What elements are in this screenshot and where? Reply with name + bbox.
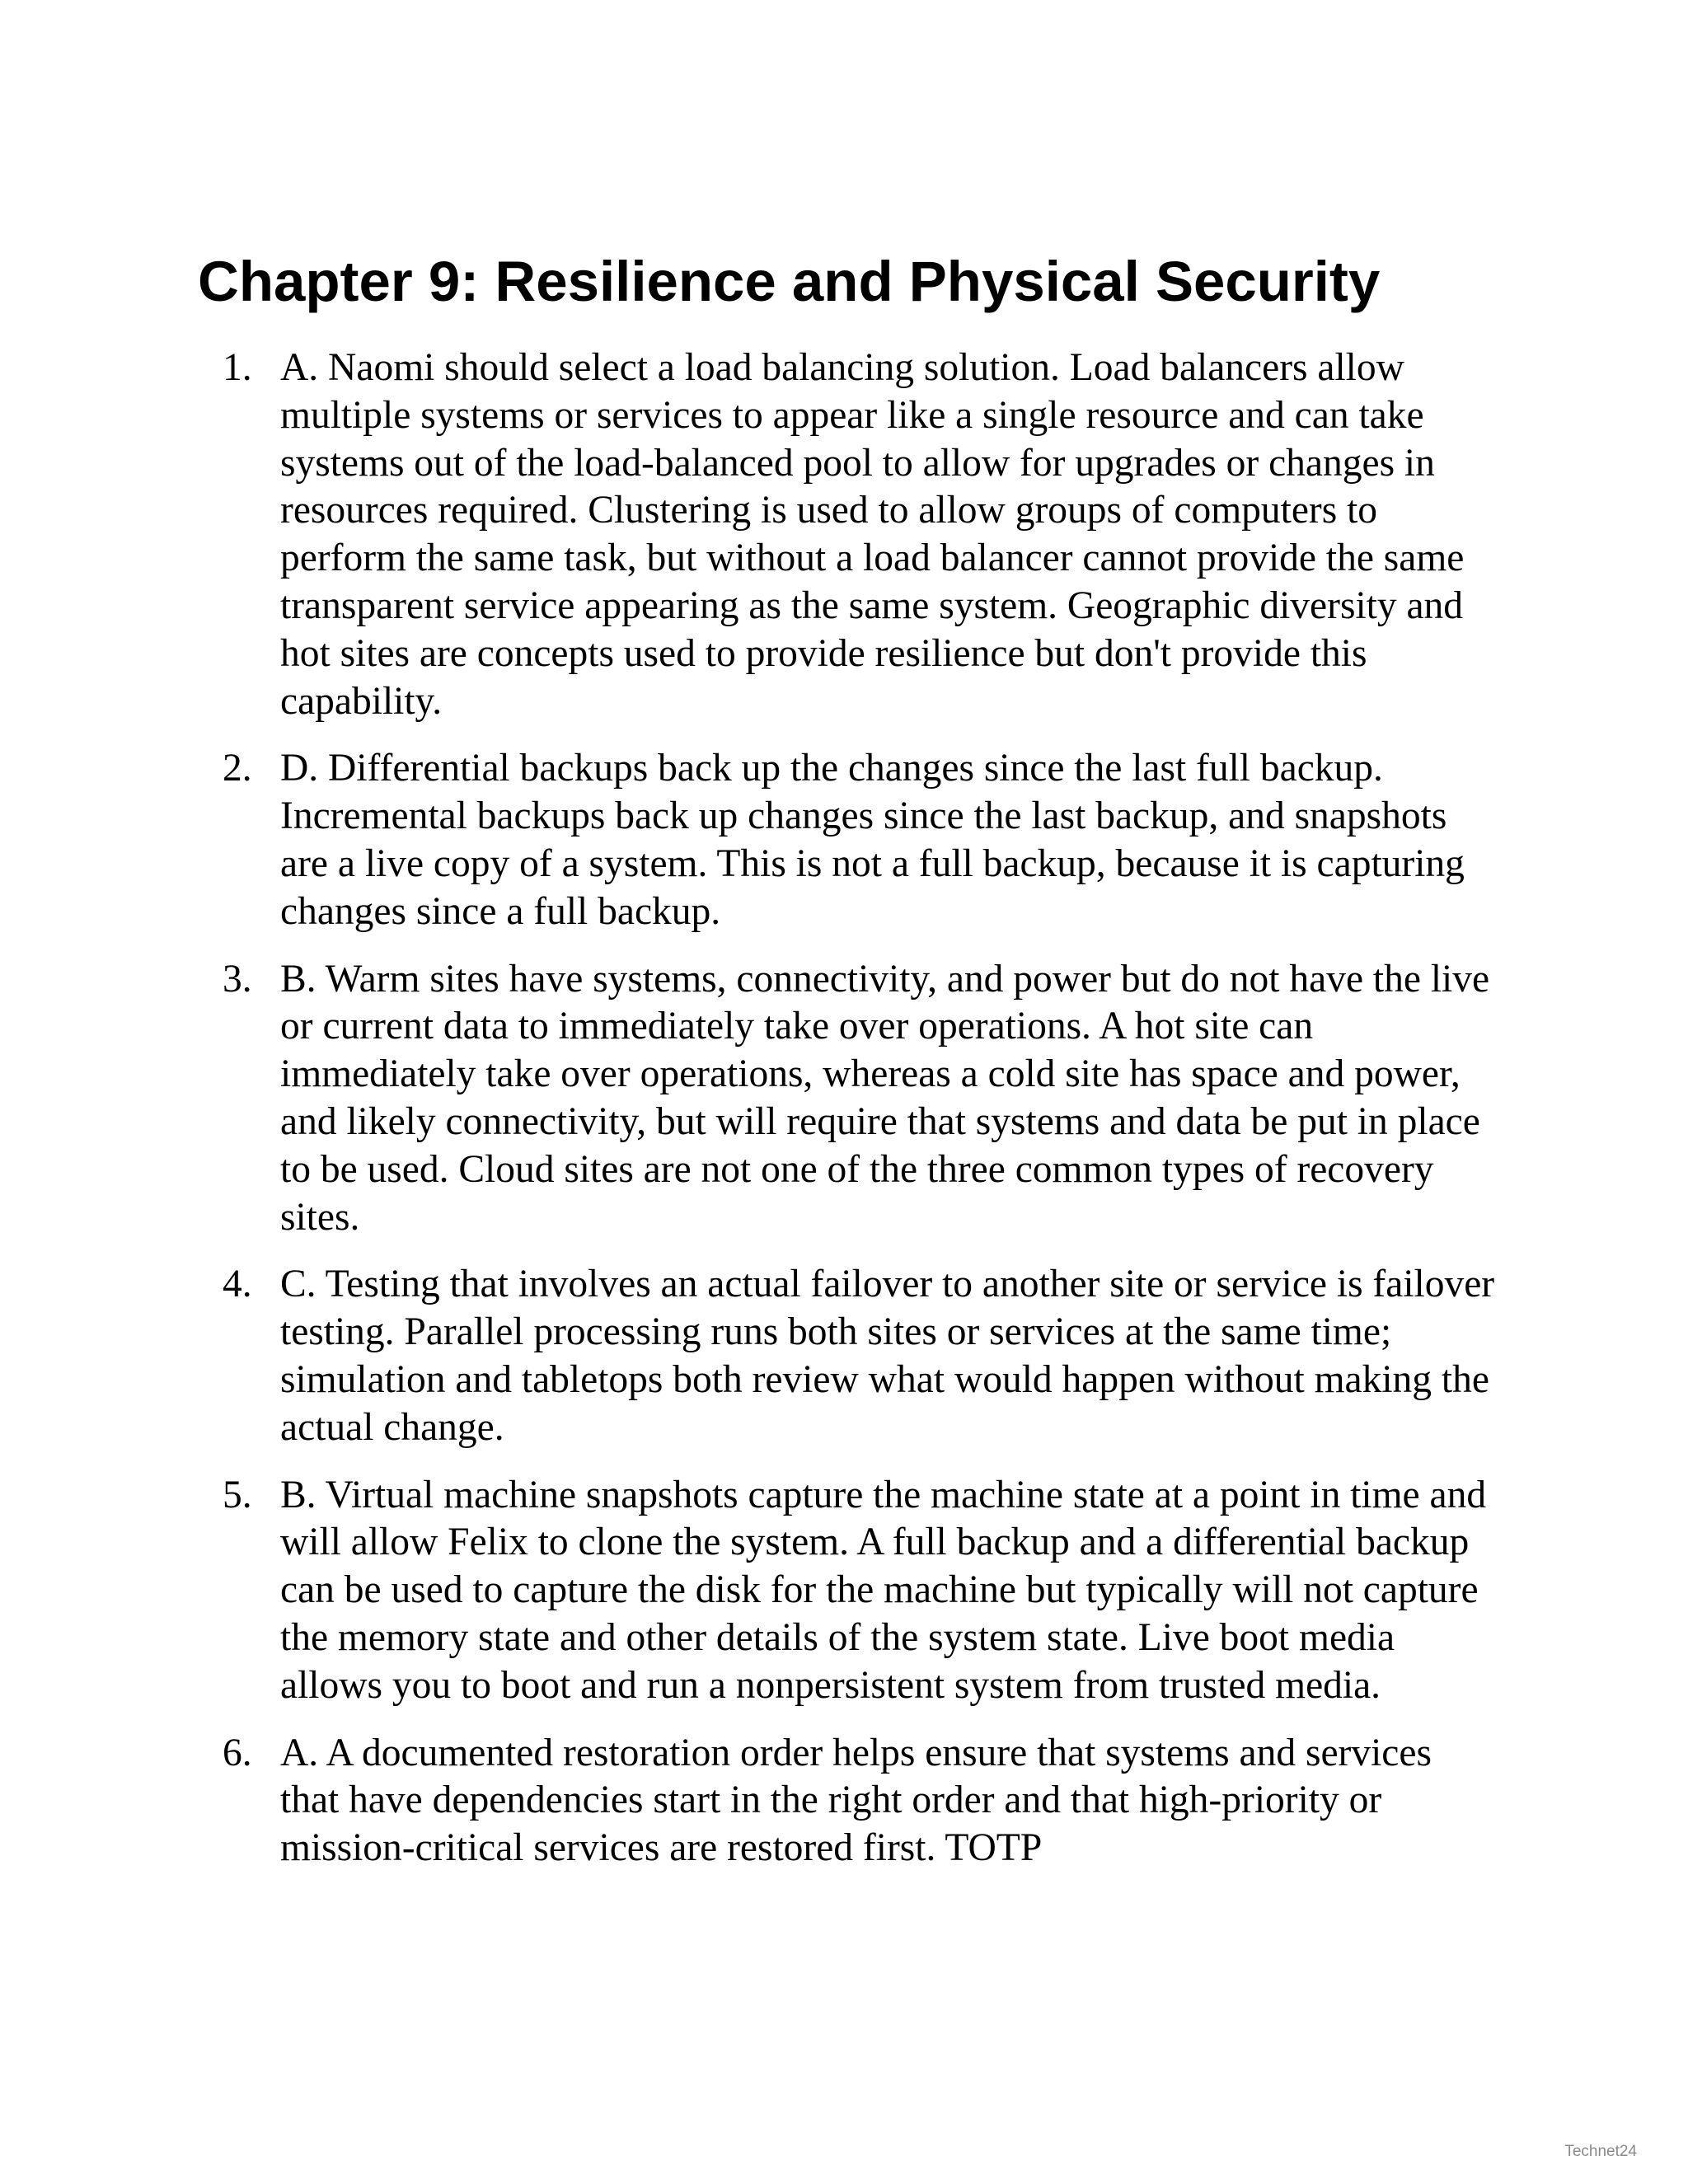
answer-item-1 [0,344,1500,725]
chapter-title: Chapter 9: Resilience and Physical Security [198,250,1381,313]
answer-item-2 [0,745,1500,935]
answer-text: D. Differential backups back up the changes since the last full backup. Incremental backups back up changes since the last backup, and snapshots are a live copy of a system. This is not a full backup, because it is capturing changes since a full backup. [280,747,1465,933]
answer-list [0,344,1688,1892]
answer-text: A. A documented restoration order helps ensure that systems and services that have dependencies start in the right order and that high-priority or mission-critical services are restored first. TOTP [280,1731,1432,1870]
answer-item-4 [0,1261,1500,1451]
answer-text: B. Virtual machine snapshots capture the machine state at a point in time and will allow Felix to clone the system. A full backup and a differential backup can be used to capture the disk for the machine but typically will not capture the memory state and other details of the system state. Live boot media allows you to boot and run a nonpersistent system from trusted media. [280,1473,1487,1707]
answer-number: 1. [223,346,252,389]
answer-item-5 [0,1472,1500,1710]
answer-number: 4. [223,1263,252,1306]
answer-item-3 [0,956,1500,1242]
answer-text: A. Naomi should select a load balancing solution. Load balancers allow multiple systems or services to appear like a single resource and can take systems out of the load-balanced pool to allow for upgrades or changes in resources required. Clustering is used to allow groups of computers to perform the same task, but without a load balancer cannot provide the same transparent service appearing as the same system. Geographic diversity and hot sites are concepts used to provide resilience but don't provide this capability. [280,346,1465,723]
answer-number: 6. [223,1731,252,1774]
answer-number: 5. [223,1473,252,1516]
answer-text: C. Testing that involves an actual failover to another site or service is failover testing. Parallel processing runs both sites or services at the same time; simulation and tabletops both review what would happen without making the actual change. [280,1263,1495,1449]
answer-number: 2. [223,747,252,790]
answer-number: 3. [223,957,252,1001]
answer-item-6 [0,1730,1500,1872]
answer-text: B. Warm sites have systems, connectivity, and power but do not have the live or current data to immediately take over operations. A hot site can immediately take over operations, whereas a cold site has space and power, and likely connectivity, but will require that systems and data be put in place to be used. Cloud sites are not one of the three common types of recovery sites. [280,957,1490,1239]
footer-watermark: Technet24 [1564,2143,1637,2160]
